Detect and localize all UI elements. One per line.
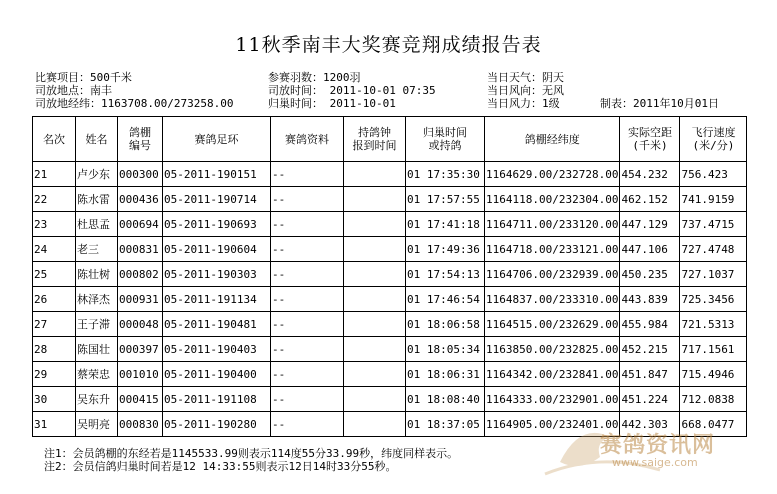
cell-distance: 452.215 [620,337,680,362]
cell-speed: 727.4748 [680,237,747,262]
table-row [33,337,747,362]
cell-rank: 28 [33,337,76,362]
cell-ring-number: 05-2011-190604 [163,237,271,262]
cell-loft-id: 000694 [118,212,163,237]
cell-loft-coordinates: 1164118.00/232304.00 [485,187,620,212]
cell-speed: 668.0477 [680,412,747,437]
cell-bird-info: -- [271,412,344,437]
cell-speed: 725.3456 [680,287,747,312]
cell-clock-time [344,212,406,237]
cell-ring-number: 05-2011-190151 [163,162,271,187]
cell-ring-number: 05-2011-190400 [163,362,271,387]
cell-rank: 22 [33,187,76,212]
cell-rank: 21 [33,162,76,187]
cell-clock-time [344,387,406,412]
table-row [33,237,747,262]
cell-ring-number: 05-2011-190280 [163,412,271,437]
meta-weather: 当日天气：阴天 [487,71,564,84]
cell-name: 陈壮树 [76,262,118,287]
cell-distance: 451.224 [620,387,680,412]
cell-clock-time [344,237,406,262]
col-speed-header: 飞行速度 (米/分) [680,117,747,162]
cell-loft-coordinates: 1164905.00/232401.00 [485,412,620,437]
cell-loft-id: 000436 [118,187,163,212]
meta-made-date: 制表：2011年10月01日 [600,97,719,110]
cell-loft-id: 000415 [118,387,163,412]
cell-return-time: 01 18:05:34 [406,337,485,362]
cell-distance: 443.839 [620,287,680,312]
col-distance-header: 实际空距 (千米) [620,117,680,162]
col-rank-header: 名次 [33,117,76,162]
col-return-time-header: 归巢时间 或持鸽 [406,117,485,162]
cell-loft-coordinates: 1164342.00/232841.00 [485,362,620,387]
cell-return-time: 01 18:06:31 [406,362,485,387]
cell-clock-time [344,362,406,387]
cell-name: 陈水雷 [76,187,118,212]
cell-speed: 717.1561 [680,337,747,362]
cell-loft-id: 000931 [118,287,163,312]
col-loft-id-header: 鸽棚 编号 [118,117,163,162]
cell-clock-time [344,162,406,187]
col-name-header: 姓名 [76,117,118,162]
table-row [33,162,747,187]
cell-bird-info: -- [271,337,344,362]
cell-return-time: 01 17:46:54 [406,287,485,312]
cell-name: 陈国壮 [76,337,118,362]
cell-loft-id: 000831 [118,237,163,262]
cell-loft-coordinates: 1163850.00/232825.00 [485,337,620,362]
cell-return-time: 01 18:08:40 [406,387,485,412]
meta-release-time: 司放时间： 2011-10-01 07:35 [268,84,436,97]
col-info-header: 赛鸽资料 [271,117,344,162]
col-clock-header: 持鸽钟 报到时间 [344,117,406,162]
table-row [33,287,747,312]
cell-return-time: 01 17:49:36 [406,237,485,262]
cell-rank: 27 [33,312,76,337]
cell-rank: 29 [33,362,76,387]
cell-name: 老三 [76,237,118,262]
cell-loft-coordinates: 1164333.00/232901.00 [485,387,620,412]
cell-name: 卢少东 [76,162,118,187]
cell-return-time: 01 17:35:30 [406,162,485,187]
cell-name: 吴东升 [76,387,118,412]
cell-ring-number: 05-2011-190714 [163,187,271,212]
table-header-row [33,117,747,162]
cell-loft-coordinates: 1164515.00/232629.00 [485,312,620,337]
meta-event: 比赛项目：500千米 [35,71,132,84]
meta-count: 参赛羽数：1200羽 [268,71,361,84]
cell-rank: 25 [33,262,76,287]
cell-speed: 737.4715 [680,212,747,237]
cell-ring-number: 05-2011-190693 [163,212,271,237]
cell-ring-number: 05-2011-191108 [163,387,271,412]
meta-release-site: 司放地点：南丰 [35,84,112,97]
cell-rank: 30 [33,387,76,412]
cell-clock-time [344,412,406,437]
table-row [33,262,747,287]
cell-rank: 24 [33,237,76,262]
cell-bird-info: -- [271,387,344,412]
report-title: 11秋季南丰大奖赛竞翔成绩报告表 [235,34,542,56]
cell-speed: 721.5313 [680,312,747,337]
cell-bird-info: -- [271,212,344,237]
cell-ring-number: 05-2011-191134 [163,287,271,312]
cell-loft-coordinates: 1164706.00/232939.00 [485,262,620,287]
cell-distance: 447.129 [620,212,680,237]
cell-bird-info: -- [271,312,344,337]
table-row [33,187,747,212]
meta-release-coordinates: 司放地经纬：1163708.00/273258.00 [35,97,234,110]
cell-distance: 447.106 [620,237,680,262]
cell-clock-time [344,287,406,312]
cell-loft-id: 000802 [118,262,163,287]
cell-loft-id: 000048 [118,312,163,337]
cell-clock-time [344,312,406,337]
col-loft-coord-header: 鸽棚经纬度 [485,117,620,162]
cell-rank: 23 [33,212,76,237]
footnote-1: 注1：会员鸽棚的东经若是1145533.99则表示114度55分33.99秒，纬度同样表示。 [44,447,459,460]
cell-ring-number: 05-2011-190303 [163,262,271,287]
cell-rank: 31 [33,412,76,437]
cell-return-time: 01 17:41:18 [406,212,485,237]
cell-return-time: 01 17:57:55 [406,187,485,212]
cell-loft-id: 001010 [118,362,163,387]
cell-return-time: 01 18:37:05 [406,412,485,437]
cell-name: 林泽杰 [76,287,118,312]
cell-speed: 715.4946 [680,362,747,387]
cell-bird-info: -- [271,237,344,262]
cell-bird-info: -- [271,362,344,387]
col-ring-header: 赛鸽足环 [163,117,271,162]
cell-loft-coordinates: 1164837.00/233310.00 [485,287,620,312]
cell-ring-number: 05-2011-190403 [163,337,271,362]
cell-loft-coordinates: 1164711.00/233120.00 [485,212,620,237]
cell-speed: 727.1037 [680,262,747,287]
cell-clock-time [344,187,406,212]
cell-clock-time [344,262,406,287]
cell-clock-time [344,337,406,362]
cell-loft-id: 000397 [118,337,163,362]
cell-bird-info: -- [271,162,344,187]
results-table [32,116,747,437]
table-row [33,362,747,387]
cell-name: 王子滞 [76,312,118,337]
cell-name: 蔡荣忠 [76,362,118,387]
table-row [33,212,747,237]
cell-distance: 450.235 [620,262,680,287]
cell-loft-coordinates: 1164718.00/233121.00 [485,237,620,262]
meta-wind-force: 当日风力：1级 [487,97,560,110]
cell-name: 吴明亮 [76,412,118,437]
cell-bird-info: -- [271,187,344,212]
cell-name: 杜思孟 [76,212,118,237]
cell-distance: 442.303 [620,412,680,437]
footnotes [44,447,458,473]
cell-loft-id: 000300 [118,162,163,187]
cell-distance: 455.984 [620,312,680,337]
cell-bird-info: -- [271,262,344,287]
table-row [33,312,747,337]
cell-loft-coordinates: 1164629.00/232728.00 [485,162,620,187]
cell-distance: 462.152 [620,187,680,212]
cell-rank: 26 [33,287,76,312]
cell-ring-number: 05-2011-190481 [163,312,271,337]
footnote-2: 注2：会员信鸽归巢时间若是12 14:33:55则表示12日14时33分55秒。 [44,460,397,473]
cell-speed: 756.423 [680,162,747,187]
cell-return-time: 01 17:54:13 [406,262,485,287]
watermark-text: 赛鸽资讯网 [600,433,716,458]
cell-distance: 454.232 [620,162,680,187]
cell-return-time: 01 18:06:58 [406,312,485,337]
cell-speed: 712.0838 [680,387,747,412]
meta-return-date: 归巢时间： 2011-10-01 [268,97,396,110]
table-row [33,387,747,412]
watermark-url: www.saige.com [612,456,698,469]
meta-wind-direction: 当日风向：无风 [487,84,564,97]
cell-speed: 741.9159 [680,187,747,212]
cell-bird-info: -- [271,287,344,312]
cell-distance: 451.847 [620,362,680,387]
cell-loft-id: 000830 [118,412,163,437]
